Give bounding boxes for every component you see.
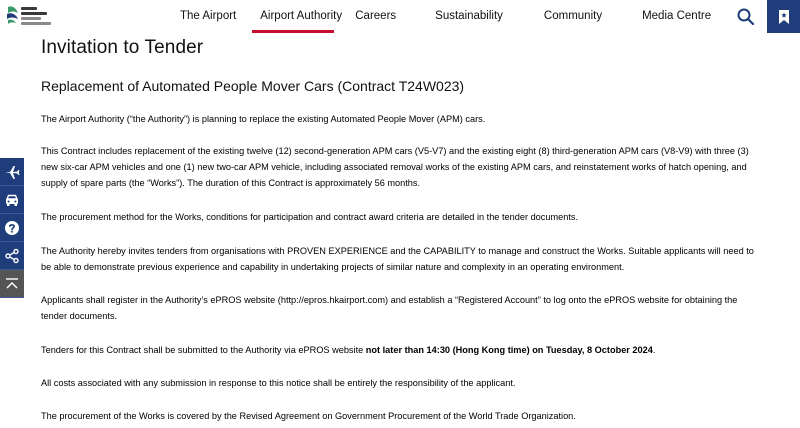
nav-item-careers[interactable]: Careers <box>355 10 397 22</box>
nav-item-media-centre[interactable]: Media Centre <box>642 10 712 22</box>
logo-wordmark <box>21 7 59 27</box>
logo-line <box>21 22 51 25</box>
logo-line <box>21 17 41 20</box>
top-header <box>0 0 800 33</box>
nav-item-sustainability[interactable]: Sustainability <box>435 10 503 22</box>
hkia-logo[interactable] <box>6 3 58 29</box>
contract-scope-paragraph: This Contract includes replacement of the existing twelve (12) second-generation APM cars (V5-V7) and the existing eight (8) third-generation APM cars (V8-V9) with three (3) new six-car APM vehicles and one (1) new two-car APM vehicle, including associated removal works of the existing APM cars, and reinstatement works of hatch opening, and supply of spare parts (the “Works”). The duration of this Contract is approximately 56 months. <box>41 146 749 188</box>
flights-button[interactable] <box>0 158 24 186</box>
back-to-top-icon <box>4 276 20 292</box>
bookmark-button[interactable] <box>767 0 800 33</box>
costs-paragraph: All costs associated with any submission in response to this notice shall be entirely the responsibility of the applicant. <box>41 378 516 388</box>
search-icon <box>736 7 756 27</box>
bookmark-icon <box>778 9 790 25</box>
tender-subtitle: Replacement of Automated People Mover Cars (Contract T24W023) <box>41 78 465 94</box>
logo-line <box>21 7 37 10</box>
logo-mark-icon <box>6 4 20 26</box>
wto-paragraph: The procurement of the Works is covered by the Revised Agreement on Government Procurement of the World Trade Organization. <box>41 411 576 421</box>
page-title: Invitation to Tender <box>41 37 204 58</box>
nav-item-airport-authority[interactable]: Airport Authority <box>252 0 334 33</box>
share-icon <box>4 248 20 264</box>
share-button[interactable] <box>0 242 24 270</box>
procurement-method-paragraph: The procurement method for the Works, conditions for participation and contract award criteria are detailed in the tender documents. <box>41 212 579 222</box>
nav-item-community[interactable]: Community <box>543 10 603 22</box>
transport-button[interactable] <box>0 186 24 214</box>
invitation-paragraph: The Authority hereby invites tenders from organisations with PROVEN EXPERIENCE and the CAPABILITY to manage and construct the Works. Suitable applicants will need to be able to demonstrate previous experience and capability in undertaking projects of similar nature and complexity in an operating environment. <box>41 246 754 272</box>
help-button[interactable] <box>0 214 24 242</box>
main-content <box>41 36 761 421</box>
car-icon <box>4 192 20 208</box>
deadline-text: Tenders for this Contract shall be submitted to the Authority via ePROS website <box>41 345 366 355</box>
search-button[interactable] <box>736 7 756 27</box>
nav-item-the-airport[interactable]: The Airport <box>180 10 237 22</box>
registration-paragraph: Applicants shall register in the Authority’s ePROS website (http://epros.hkairport.com) and establish a “Registered Account” to log onto the ePROS website for obtaining the tender documents. <box>41 295 738 321</box>
intro-paragraph: The Airport Authority (“the Authority”) is planning to replace the existing Automated People Mover (APM) cars. <box>41 114 486 124</box>
logo-line <box>21 12 47 15</box>
plane-icon <box>4 164 20 180</box>
quick-access-toolbar <box>0 158 24 298</box>
deadline-date: not later than 14:30 (Hong Kong time) on Tuesday, 8 October 2024 <box>365 345 653 355</box>
submission-deadline-paragraph <box>41 342 655 358</box>
help-icon <box>4 220 20 236</box>
back-to-top-button[interactable] <box>0 270 24 298</box>
deadline-end: . <box>652 345 656 355</box>
main-nav <box>166 0 731 33</box>
